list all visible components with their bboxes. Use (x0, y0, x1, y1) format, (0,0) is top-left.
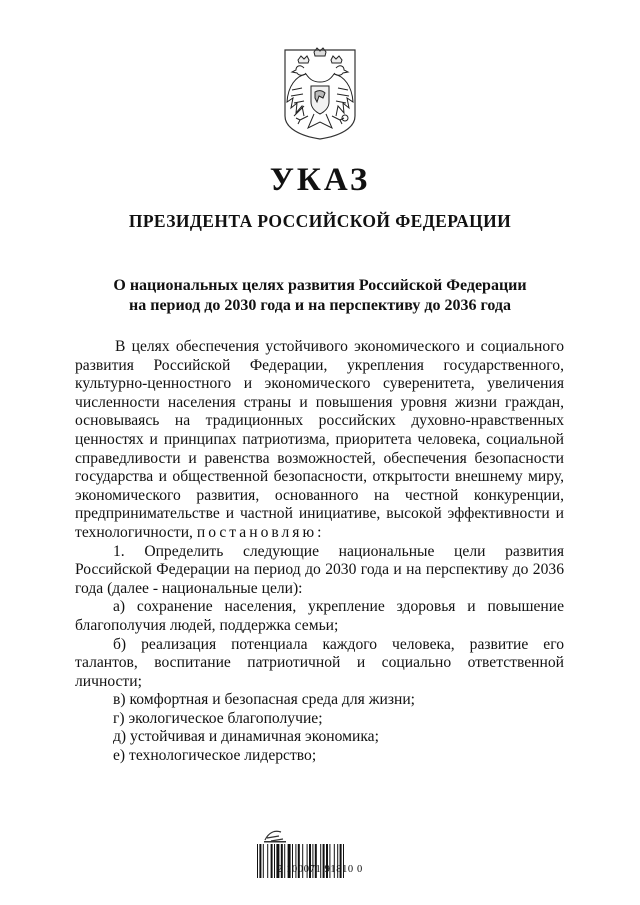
preamble-paragraph (75, 338, 564, 543)
goal-item: г) экологическое благополучие; (113, 709, 323, 727)
decree-heading-line: на период до 2030 года и на перспективу до 2036 года (129, 297, 511, 314)
decree-body (75, 338, 564, 766)
goal-item: в) комфортная и безопасная среда для жизни; (113, 691, 415, 709)
barcode-number: 2 100071 91810 0 (277, 864, 363, 875)
item-1-paragraph: 1. Определить следующие национальные цели развития Российской Федерации на период до 2030 года и на перспективу до 2036 года (далее - национальные цели): (75, 542, 564, 597)
coat-of-arms-icon (284, 46, 356, 140)
printer-logo-icon (261, 826, 289, 844)
decree-heading (60, 276, 580, 316)
goal-item: а) сохранение населения, укрепление здоровья и повышение благополучия людей, поддержка семьи; (75, 598, 564, 634)
goal-item: б) реализация потенциала каждого человека, развитие его талантов, воспитание патриотичной и социально ответственной личности; (75, 635, 564, 690)
goal-item: д) устойчивая и динамичная экономика; (113, 728, 379, 746)
document-title: УКАЗ (269, 162, 371, 198)
decree-heading-line: О национальных целях развития Российской Федерации (113, 277, 527, 294)
decree-word: постановляю: (196, 523, 325, 541)
barcode-block (255, 826, 387, 886)
document-subtitle: ПРЕЗИДЕНТА РОССИЙСКОЙ ФЕДЕРАЦИИ (128, 211, 512, 231)
preamble-text: В целях обеспечения устойчивого экономического и социального развития Российской Федерации, укрепления государственного, культурно-ценностного и экономического суверенитета, увеличения численности населения страны и повышения уровня жизни граждан, основываясь на традиционных российских духовно-нравственных ценностях и принципах патриотизма, приоритета человека, социальной справедливости и равенства возможностей, обеспечения безопасности государства и общественной безопасности, открытости внешнему миру, экономического развития, основанного на честной конкуренции, предпринимательстве и частной инициативе, высокой эффективности и технологичности, (75, 338, 564, 541)
goal-item: е) технологическое лидерство; (113, 747, 317, 765)
